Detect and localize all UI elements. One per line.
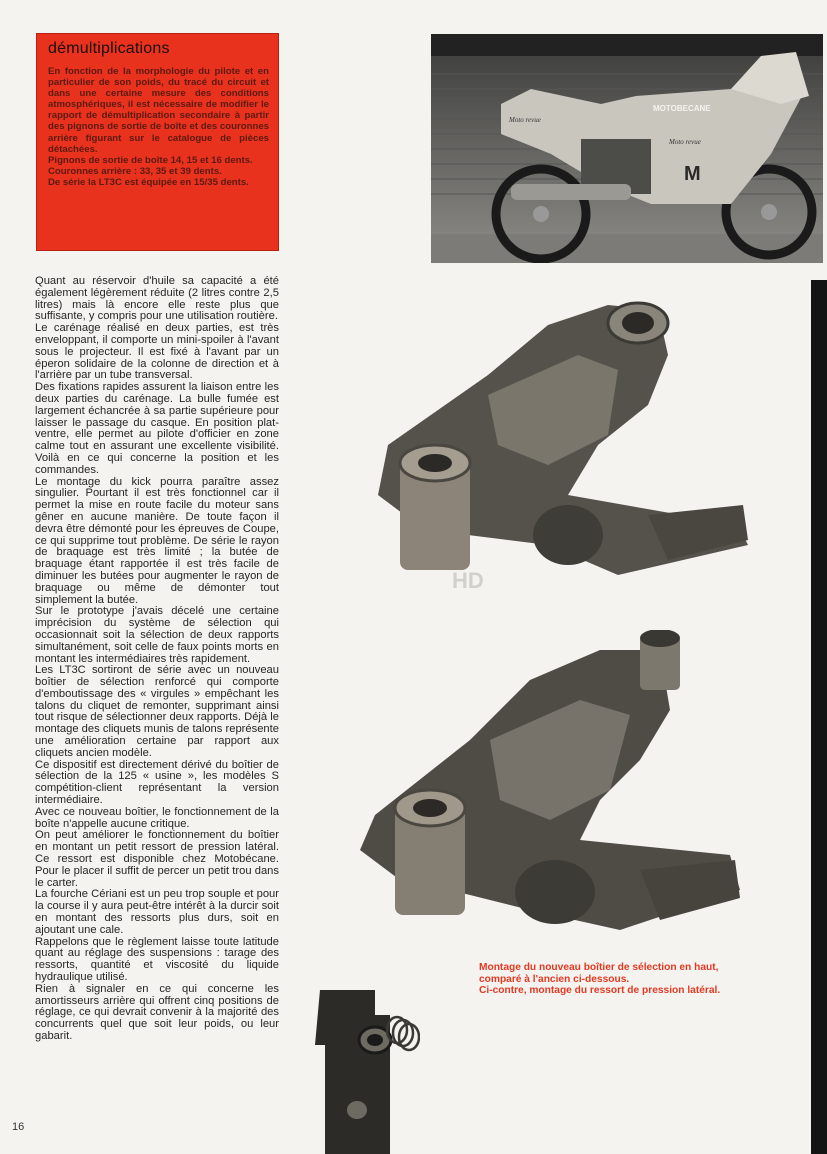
sidebar-paragraph: En fonction de la morphologie du pilote et en particulier de son poids, du tracé du circuit et dans une certaine mesure des conditions atmosphériques, il est nécessaire de modifier le rapport de démultiplication secondaire à partir des pignons de sortie de boîte et des couronnes arrière figurant sur le catalogue de pièces détachées. <box>48 66 269 155</box>
photo-caption <box>479 962 729 997</box>
article-text <box>35 276 279 1043</box>
caption-line: Ci-contre, montage du ressort de pression latéral. <box>479 985 721 997</box>
spring-mounting-photo <box>315 985 420 1154</box>
selector-part-illustration <box>348 295 758 585</box>
article-paragraph: On peut améliorer le fonctionnement du boîtier en montant un petit ressort de pression latéral. Ce ressort est disponible chez Motobécane. Pour le placer il suffit de percer un petit trou dans le carter. <box>35 829 279 889</box>
article-paragraph: Le montage du kick pourra paraître assez singulier. Pourtant il est très fonctionnel car il permet la mise en route facile du moteur sans gêner en aucune manière. De toute façon il devra être démonté pour les épreuves de Coupe, ce qui supprime tout problème. De série le rayon de braquage est très limité ; la butée de braquage étant rapportée il est très facile de diminuer les butées pour augmenter le rayon de braquage ou même de démonter tout simplement la butée. <box>35 475 279 606</box>
article-paragraph: Avec ce nouveau boîtier, le fonctionnement de la boîte n'appelle aucune critique. <box>35 805 279 830</box>
article-paragraph: La fourche Cériani est un peu trop souple et pour la course il y aura peut-être intérêt à la durcir soit en montant des ressorts plus durs, soit en ajoutant une cale. <box>35 888 279 936</box>
article-paragraph: Rappelons que le règlement laisse toute latitude quant au réglage des suspensions : tarage des ressorts, quantité et viscosité du liquide hydraulique utilisé. <box>35 935 279 984</box>
moto-revue-logo: Moto revue <box>509 116 541 124</box>
article-paragraph: Quant au réservoir d'huile sa capacité a été également légèrement réduite (2 litres contre 2,5 litres) mais là encore elle reste plus que suffisante, y compris pour une utilisation routière. <box>35 275 279 323</box>
article-paragraph: Rien à signaler en ce qui concerne les amortisseurs arrière qui offrent cinq positions de réglage, ce qui devrait convenir à la majorité des concurrents quel que soit leur poids, ou leur gabarit. <box>35 982 279 1042</box>
sidebar-paragraph: Couronnes arrière : 33, 35 et 39 dents. <box>48 165 222 177</box>
sidebar-paragraph: De série la LT3C est équipée en 15/35 dents. <box>48 176 249 188</box>
article-paragraph: Le carénage réalisé en deux parties, est très enveloppant, il comporte un mini-spoiler à l'avant sous le projecteur. Il est fixé à l'avant par un éperon solidaire de la colonne de direction et à l'arrière par un tube transversal. <box>35 322 279 382</box>
article-paragraph: Sur le prototype j'avais décelé une certaine imprécision du système de sélection qui occasionnait soit la sélection de deux rapports simultanément, soit celle de faux points morts en montant les intermédiaires très rapidement. <box>35 605 279 665</box>
article-paragraph: Les LT3C sortiront de série avec un nouveau boîtier de sélection renforcé qui comporte d'emboutissage des « virgules » empêchant les talons du cliquet de remonter, supprimant ainsi tout risque de sélectionner deux rapports. Déjà le montage des cliquets munis de talons représente une amélioration certaine par rapport aux cliquets ancien modèle. <box>35 664 279 759</box>
page-edge-shadow <box>811 280 827 1154</box>
caption-line: Montage du nouveau boîtier de sélection en haut, comparé à l'ancien ci-dessous. <box>479 962 719 985</box>
sidebar-paragraph: Pignons de sortie de boîte 14, 15 et 16 dents. <box>48 154 253 166</box>
sidebar-box-title: démultiplications <box>48 40 170 57</box>
article-paragraph: Des fixations rapides assurent la liaison entre les deux parties du carénage. La bulle fumée est largement échancrée à sa partie supérieure pour laisser le passage du casque. En position plat-ventre, elle permet au pilote d'officier en zone calme tout en assurant une excellente visibilité. Voilà en ce qui concerne la position et les commandes. <box>35 381 279 476</box>
new-selector-box-photo <box>348 295 758 585</box>
spring-illustration <box>315 985 420 1154</box>
motobecane-emblem: M <box>684 163 701 185</box>
motobecane-label: MOTOBECANE <box>653 104 711 113</box>
article-paragraph: Ce dispositif est directement dérivé du boîtier de sélection de la 125 « usine », les modèles S compétition-client représentant la version intermédiaire. <box>35 758 279 807</box>
moto-revue-logo: Moto revue <box>669 138 701 146</box>
watermark: HD <box>452 568 484 593</box>
motorcycle-photo <box>431 34 823 263</box>
sidebar-box <box>36 33 279 251</box>
page-number: 16 <box>12 1121 25 1133</box>
motorcycle-illustration <box>431 34 823 263</box>
sidebar-box-body <box>48 66 269 188</box>
old-selector-box-photo <box>340 630 755 945</box>
selector-part-illustration <box>340 630 755 945</box>
